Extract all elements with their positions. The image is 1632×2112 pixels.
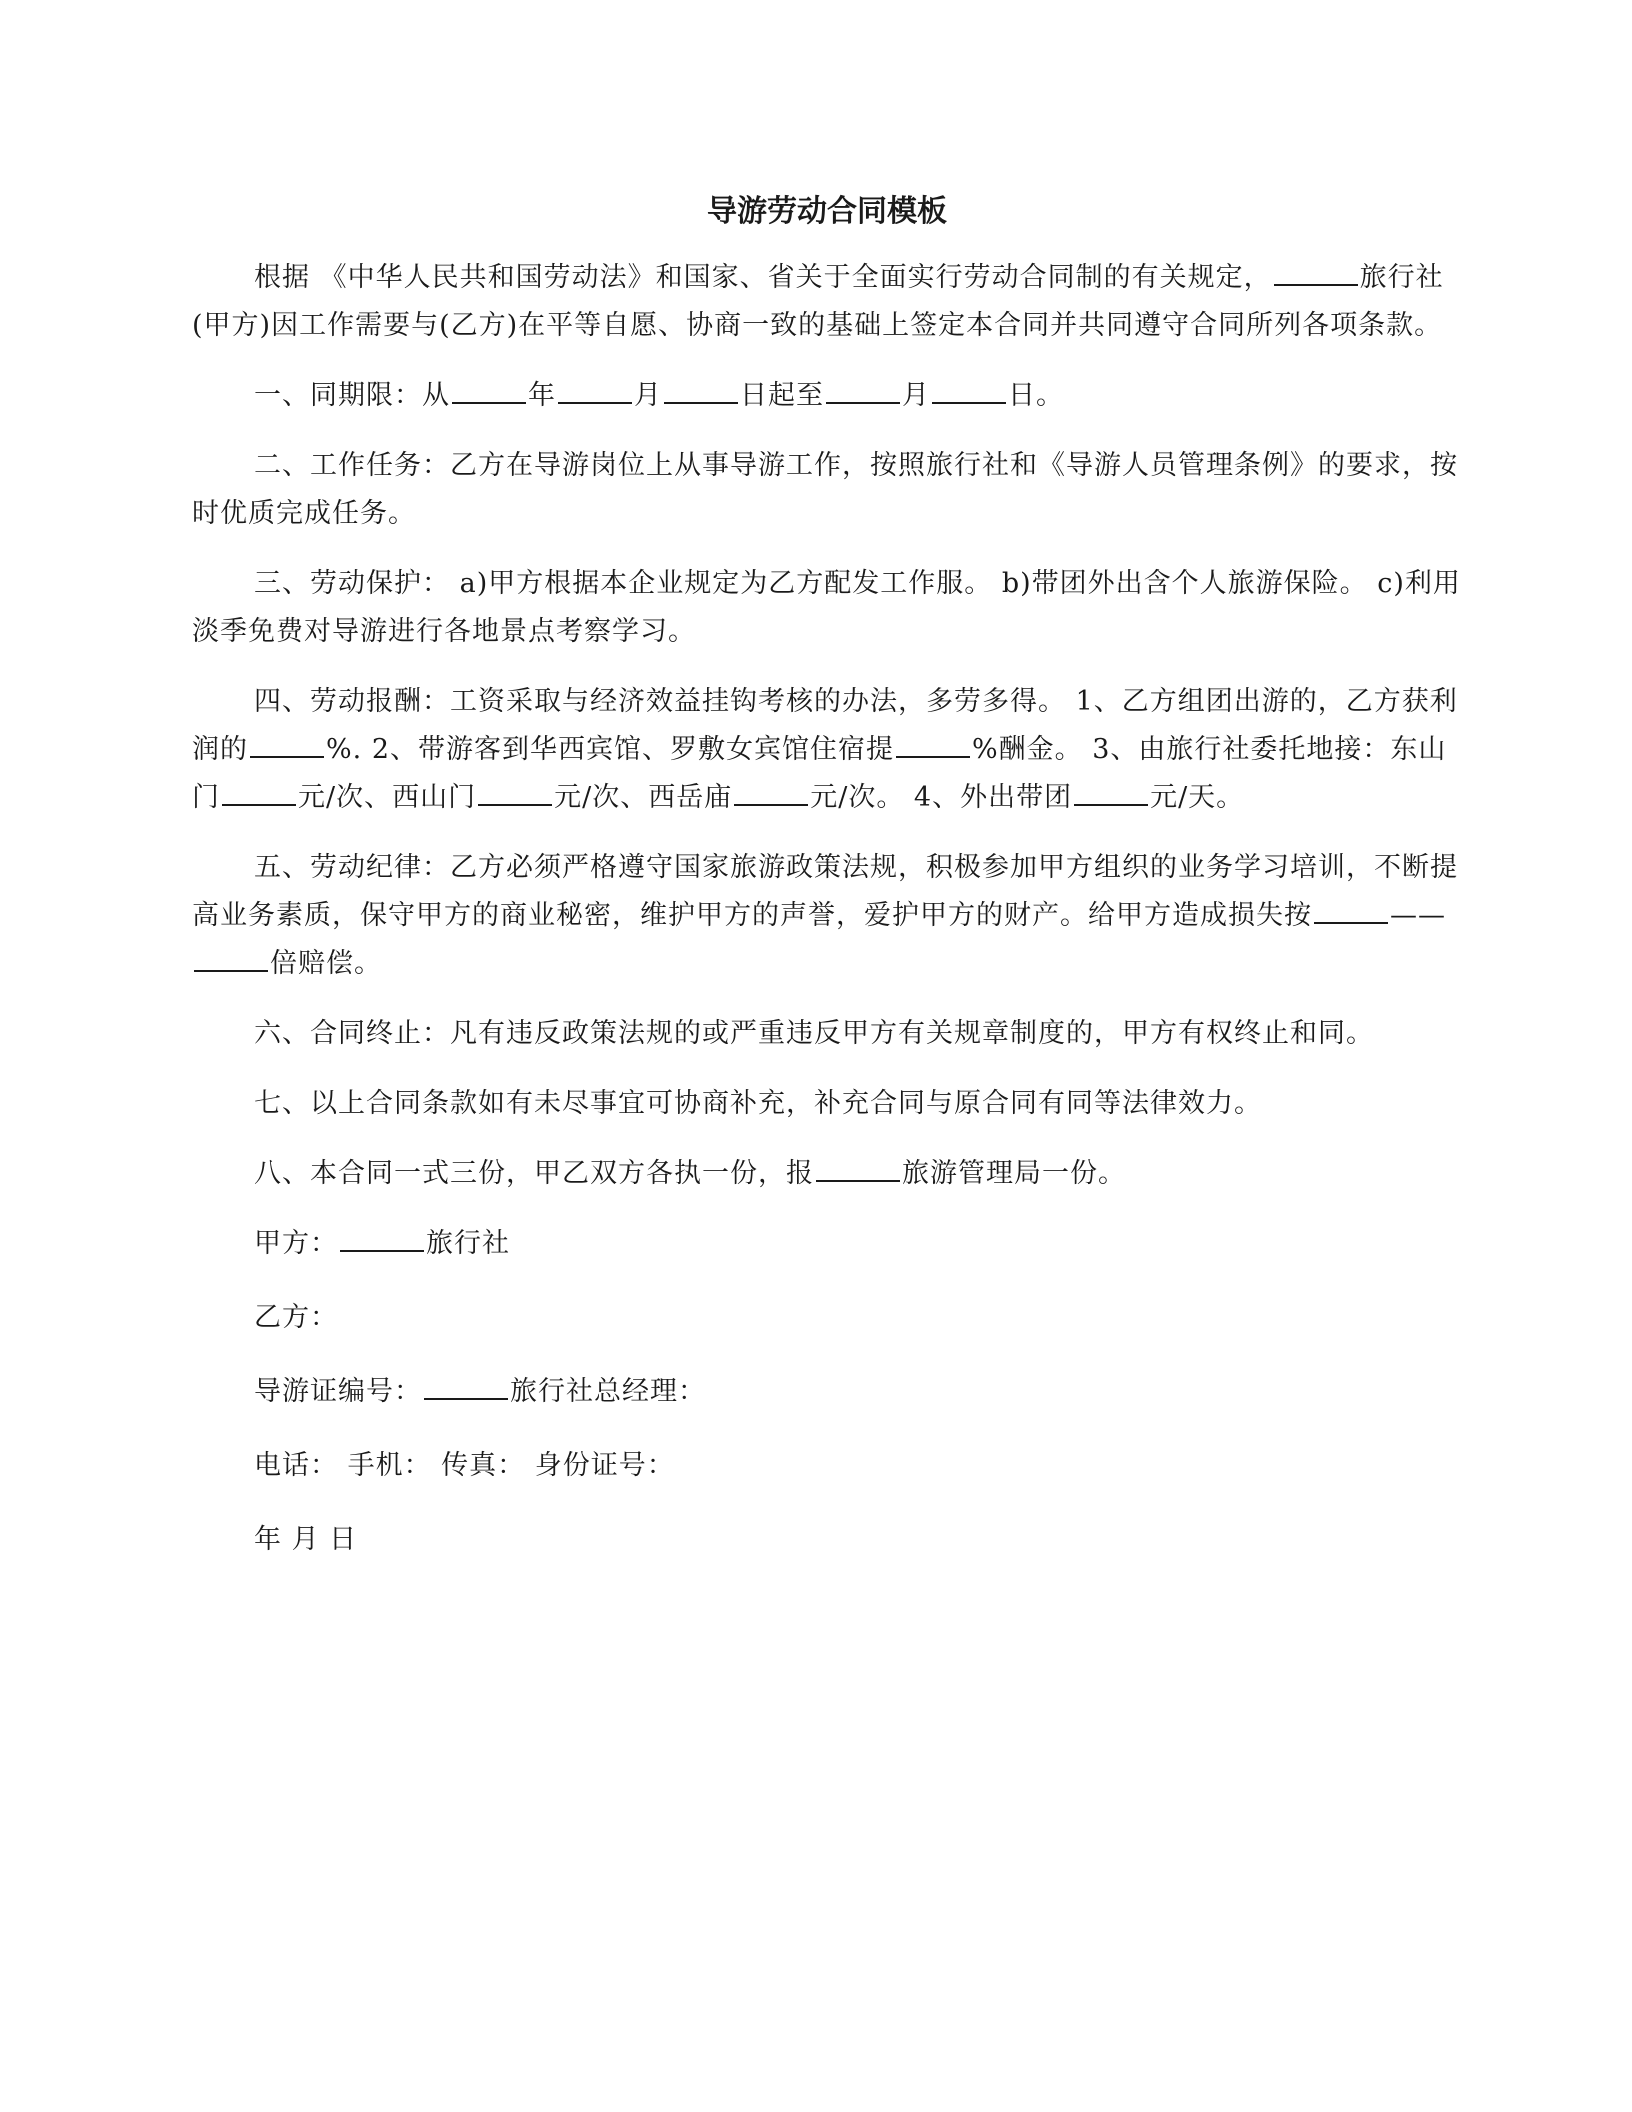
clause-1-term: [192, 372, 1462, 420]
day-until-label: 日起至: [740, 380, 824, 411]
clause-8-text: 八、本合同一式三份，甲乙双方各执一份，报: [254, 1158, 814, 1189]
contract-page: [192, 192, 1462, 1590]
intro-text-2: 旅行社(甲方)因工作需要与(乙方)在平等自愿、协商一致的基础上签定本合同并共同遵守合同所列各项条款。: [192, 262, 1444, 341]
clause-4-text-e: 元/次、西岳庙: [554, 782, 733, 813]
end-day-label: 日。: [1008, 380, 1064, 411]
clause-5-text: 五、劳动纪律：乙方必须严格遵守国家旅游政策法规，积极参加甲方组织的业务学习培训，不断提高业务素质，保守甲方的商业秘密，维护甲方的声誉，爱护甲方的财产。给甲方造成损失按: [192, 852, 1458, 931]
clause-4-text-g: 元/天。: [1150, 782, 1245, 813]
end-month-label: 月: [902, 380, 930, 411]
intro-paragraph: [192, 254, 1462, 350]
clause-1-text: 一、同期限：从: [254, 380, 450, 411]
party-b-line: 乙方：: [254, 1302, 338, 1333]
clause-4-text-a: 四、劳动报酬：工资采取与经济效益挂钩考核的办法，多劳多得。 1、乙方组团出游的，乙方获利润的: [192, 686, 1458, 765]
month-label: 月: [634, 380, 662, 411]
manager-label: 旅行社总经理：: [510, 1376, 706, 1407]
compensation-min-blank[interactable]: [1314, 896, 1388, 924]
clause-3-item-a: a)甲方根据本企业规定为乙方配发工作服。: [459, 568, 993, 599]
profit-percent-blank[interactable]: [250, 730, 324, 758]
clause-4-text-d: 元/次、西山门: [298, 782, 477, 813]
start-day-blank[interactable]: [664, 376, 738, 404]
document-title: 导游劳动合同模板: [707, 194, 947, 229]
xiyuemiao-fee-blank[interactable]: [734, 778, 808, 806]
clause-3-item-c: c)利用淡季免费对导游进行各地景点考察学习。: [192, 568, 1461, 647]
clause-4-text-f: 元/次。 4、外出带团: [810, 782, 1073, 813]
guide-id-blank[interactable]: [424, 1372, 508, 1400]
clause-3-protection: [192, 560, 1462, 656]
clause-6-termination: 六、合同终止：凡有违反政策法规的或严重违反甲方有关规章制度的，甲方有权终止和同。: [254, 1018, 1374, 1049]
compensation-max-blank[interactable]: [194, 944, 268, 972]
year-label: 年: [528, 380, 556, 411]
clause-5-suffix: 倍赔偿。: [270, 948, 382, 979]
clause-8-copies: [192, 1150, 1462, 1198]
start-year-blank[interactable]: [452, 376, 526, 404]
agency-name-blank[interactable]: [1274, 258, 1358, 286]
party-a-line: [254, 1220, 1462, 1268]
end-month-blank[interactable]: [826, 376, 900, 404]
hotel-percent-blank[interactable]: [896, 730, 970, 758]
clause-3-item-b: b)带团外出含个人旅游保险。: [1001, 568, 1368, 599]
clause-4-text-c: %酬金。 3、由旅行社委托地接：东山门: [192, 734, 1447, 813]
clause-3-heading: 三、劳动保护：: [254, 568, 450, 599]
contact-line: 电话： 手机： 传真： 身份证号：: [254, 1450, 675, 1481]
party-a-label: 甲方：: [254, 1228, 338, 1259]
xishanmen-fee-blank[interactable]: [478, 778, 552, 806]
clause-4-remuneration: [192, 678, 1462, 822]
dongshanmen-fee-blank[interactable]: [222, 778, 296, 806]
intro-text-1: 根据 《中华人民共和国劳动法》和国家、省关于全面实行劳动合同制的有关规定，: [254, 262, 1272, 293]
guide-id-line: [254, 1368, 1462, 1416]
clause-5-discipline: [192, 844, 1462, 988]
tourism-bureau-blank[interactable]: [816, 1154, 900, 1182]
end-day-blank[interactable]: [932, 376, 1006, 404]
clause-2-duties: 二、工作任务：乙方在导游岗位上从事导游工作，按照旅行社和《导游人员管理条例》的要求，按时优质完成任务。: [192, 450, 1458, 529]
clause-8-suffix: 旅游管理局一份。: [902, 1158, 1126, 1189]
party-a-blank[interactable]: [340, 1224, 424, 1252]
range-dash: ——: [1390, 900, 1446, 931]
clause-7-supplement: 七、以上合同条款如有未尽事宜可协商补充，补充合同与原合同有同等法律效力。: [254, 1088, 1262, 1119]
guide-id-label: 导游证编号：: [254, 1376, 422, 1407]
date-line: 年 月 日: [254, 1524, 358, 1555]
clause-4-text-b: %. 2、带游客到华西宾馆、罗敷女宾馆住宿提: [326, 734, 894, 765]
party-a-suffix: 旅行社: [426, 1228, 510, 1259]
daily-fee-blank[interactable]: [1074, 778, 1148, 806]
start-month-blank[interactable]: [558, 376, 632, 404]
